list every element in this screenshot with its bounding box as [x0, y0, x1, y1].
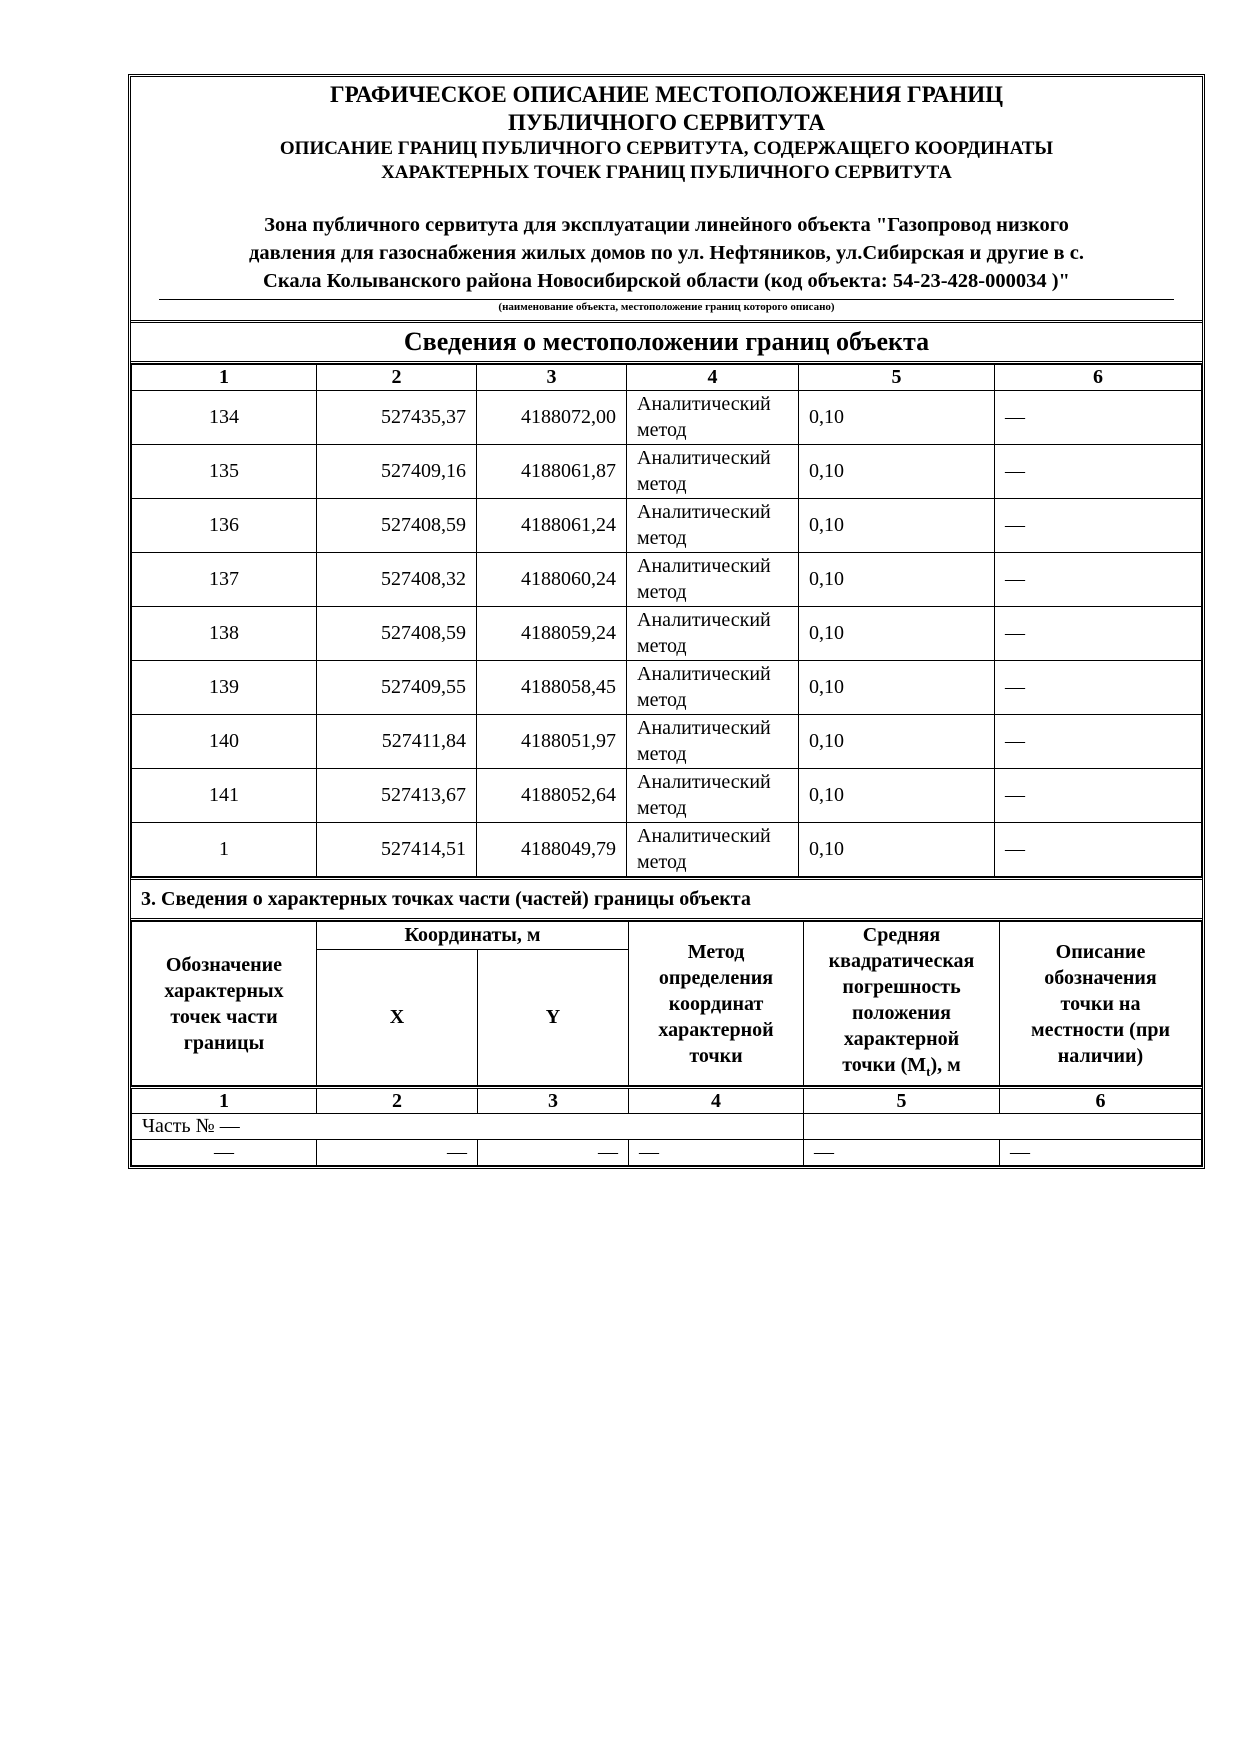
- method-cell: [627, 823, 799, 877]
- error-cell: —: [804, 1140, 1000, 1166]
- point-cell: 141: [132, 769, 317, 823]
- column-number: 5: [804, 1088, 1000, 1114]
- object-name-line-3: Скала Колыванского района Новосибирской области (код объекта: 54-23-428-000034 )": [263, 270, 1070, 292]
- header-line: координат: [668, 992, 764, 1015]
- header-line: Обозначение: [165, 953, 283, 976]
- table-row: [132, 715, 1202, 769]
- subtitle-line-2: ХАРАКТЕРНЫХ ТОЧЕК ГРАНИЦ ПУБЛИЧНОГО СЕРВИТУТА: [381, 162, 952, 183]
- header-line: положения: [852, 1002, 951, 1024]
- coordinates-header: Координаты, м: [317, 922, 629, 950]
- y-cell: —: [478, 1140, 629, 1166]
- table-header-row: [132, 1088, 1202, 1114]
- column-number: 2: [317, 365, 477, 391]
- y-cell: 4188049,79: [477, 823, 627, 877]
- x-cell: 527414,51: [317, 823, 477, 877]
- column-number: 5: [799, 365, 995, 391]
- method-cell: [627, 391, 799, 445]
- column-number: 6: [995, 365, 1202, 391]
- object-name-caption: (наименование объекта, местоположение границ которого описано): [498, 301, 835, 313]
- error-cell: 0,10: [799, 553, 995, 607]
- error-cell: 0,10: [799, 607, 995, 661]
- column-number: 1: [132, 1088, 317, 1114]
- point-cell: 137: [132, 553, 317, 607]
- object-name-line-1: Зона публичного сервитута для эксплуатации линейного объекта "Газопровод низкого: [264, 214, 1069, 236]
- header-text: точки (M: [842, 1054, 927, 1076]
- description-header: [1000, 922, 1202, 1086]
- column-number: 6: [1000, 1088, 1202, 1114]
- description-cell: —: [995, 823, 1202, 877]
- x-cell: 527435,37: [317, 391, 477, 445]
- error-cell: 0,10: [799, 715, 995, 769]
- point-cell: 139: [132, 661, 317, 715]
- header-line: погрешность: [842, 976, 961, 998]
- description-cell: —: [1000, 1140, 1202, 1166]
- description-cell: —: [995, 445, 1202, 499]
- column-number: 1: [132, 365, 317, 391]
- method-header: [629, 922, 804, 1086]
- method-line: Аналитический: [637, 609, 771, 631]
- method-cell: [627, 715, 799, 769]
- column-number: 4: [629, 1088, 804, 1114]
- method-line: метод: [637, 473, 687, 495]
- error-cell: 0,10: [799, 661, 995, 715]
- description-cell: —: [995, 715, 1202, 769]
- header-line: точки: [689, 1044, 743, 1067]
- header-line: характерных: [164, 979, 284, 1002]
- header-line: характерной: [843, 1028, 960, 1050]
- x-cell: 527411,84: [317, 715, 477, 769]
- column-number: 2: [317, 1088, 478, 1114]
- description-cell: —: [995, 391, 1202, 445]
- table-header-row: [132, 922, 1202, 950]
- header-line: Средняя: [862, 924, 941, 946]
- method-line: Аналитический: [637, 717, 771, 739]
- method-cell: [627, 769, 799, 823]
- method-line: Аналитический: [637, 663, 771, 685]
- y-cell: 4188061,24: [477, 499, 627, 553]
- method-line: Аналитический: [637, 771, 771, 793]
- section-title: Сведения о местоположении границ объекта: [131, 323, 1202, 364]
- x-cell: —: [317, 1140, 478, 1166]
- table-row: [132, 391, 1202, 445]
- error-cell: 0,10: [799, 391, 995, 445]
- column-number: 4: [627, 365, 799, 391]
- error-cell: 0,10: [799, 499, 995, 553]
- y-cell: 4188061,87: [477, 445, 627, 499]
- header-line: определения: [658, 966, 774, 989]
- header-line: [808, 1052, 995, 1085]
- method-line: метод: [637, 527, 687, 549]
- table-row: [132, 1140, 1202, 1166]
- point-cell: 140: [132, 715, 317, 769]
- y-cell: 4188072,00: [477, 391, 627, 445]
- title-line-2: ПУБЛИЧНОГО СЕРВИТУТА: [507, 110, 826, 135]
- method-cell: —: [629, 1140, 804, 1166]
- part-label: Часть № —: [132, 1114, 804, 1140]
- document-header: [131, 77, 1202, 323]
- table-row: [132, 553, 1202, 607]
- y-cell: 4188059,24: [477, 607, 627, 661]
- subtitle-line-1: ОПИСАНИЕ ГРАНИЦ ПУБЛИЧНОГО СЕРВИТУТА, СОДЕРЖАЩЕГО КООРДИНАТЫ: [279, 138, 1054, 159]
- header-line: местности (при: [1030, 1018, 1171, 1041]
- method-line: Аналитический: [637, 825, 771, 847]
- x-cell: 527408,32: [317, 553, 477, 607]
- header-line: точек части: [170, 1005, 278, 1028]
- boundary-points-table: [131, 364, 1202, 877]
- x-cell: 527409,55: [317, 661, 477, 715]
- title-line-1: ГРАФИЧЕСКОЕ ОПИСАНИЕ МЕСТОПОЛОЖЕНИЯ ГРАНИЦ: [330, 82, 1003, 107]
- x-cell: 527409,16: [317, 445, 477, 499]
- part-points-table: [131, 1086, 1202, 1166]
- point-designation-header: [132, 922, 317, 1086]
- table-row: [132, 769, 1202, 823]
- header-text: ), м: [930, 1054, 961, 1076]
- error-header: [804, 922, 1000, 1086]
- y-header: Y: [478, 949, 629, 1086]
- point-cell: 136: [132, 499, 317, 553]
- method-line: Аналитический: [637, 447, 771, 469]
- method-line: метод: [637, 797, 687, 819]
- point-cell: —: [132, 1140, 317, 1166]
- method-line: Аналитический: [637, 501, 771, 523]
- header-line: границы: [183, 1031, 265, 1054]
- point-cell: 138: [132, 607, 317, 661]
- point-cell: 135: [132, 445, 317, 499]
- header-line: обозначения: [1044, 966, 1157, 989]
- part-points-header-table: [131, 921, 1202, 1086]
- method-line: метод: [637, 851, 687, 873]
- header-line: точки на: [1060, 992, 1141, 1015]
- table-row: [132, 499, 1202, 553]
- object-name-line-2: давления для газоснабжения жилых домов по ул. Нефтяников, ул.Сибирская и другие в с.: [249, 242, 1084, 264]
- header-line: наличии): [1057, 1044, 1144, 1067]
- table-header-row: [132, 365, 1202, 391]
- method-cell: [627, 661, 799, 715]
- column-number: 3: [478, 1088, 629, 1114]
- method-line: метод: [637, 689, 687, 711]
- point-cell: 134: [132, 391, 317, 445]
- x-header: X: [317, 949, 478, 1086]
- document-frame: [128, 74, 1205, 1169]
- table-row: [132, 607, 1202, 661]
- y-cell: 4188052,64: [477, 769, 627, 823]
- header-line: Метод: [687, 940, 745, 963]
- method-cell: [627, 499, 799, 553]
- y-cell: 4188051,97: [477, 715, 627, 769]
- description-cell: —: [995, 553, 1202, 607]
- table-row: [132, 445, 1202, 499]
- method-line: метод: [637, 743, 687, 765]
- method-line: Аналитический: [637, 393, 771, 415]
- method-cell: [627, 445, 799, 499]
- error-cell: 0,10: [799, 823, 995, 877]
- y-cell: 4188058,45: [477, 661, 627, 715]
- method-line: метод: [637, 635, 687, 657]
- part-number-row: [132, 1114, 1202, 1140]
- x-cell: 527408,59: [317, 499, 477, 553]
- section-3-title: 3. Сведения о характерных точках части (частей) границы объекта: [131, 877, 1202, 921]
- description-cell: —: [995, 499, 1202, 553]
- table-row: [132, 661, 1202, 715]
- x-cell: 527413,67: [317, 769, 477, 823]
- column-number: 3: [477, 365, 627, 391]
- method-line: Аналитический: [637, 555, 771, 577]
- description-cell: —: [995, 607, 1202, 661]
- x-cell: 527408,59: [317, 607, 477, 661]
- table-row: [132, 823, 1202, 877]
- error-cell: 0,10: [799, 769, 995, 823]
- error-cell: 0,10: [799, 445, 995, 499]
- description-cell: —: [995, 661, 1202, 715]
- y-cell: 4188060,24: [477, 553, 627, 607]
- method-cell: [627, 553, 799, 607]
- description-cell: —: [995, 769, 1202, 823]
- method-cell: [627, 607, 799, 661]
- header-line: квадратическая: [828, 950, 975, 972]
- method-line: метод: [637, 581, 687, 603]
- point-cell: 1: [132, 823, 317, 877]
- method-line: метод: [637, 419, 687, 441]
- header-line: Описание: [1055, 940, 1146, 963]
- subscript: t: [926, 1064, 931, 1079]
- part-label-empty: [804, 1114, 1202, 1140]
- header-line: характерной: [658, 1018, 774, 1041]
